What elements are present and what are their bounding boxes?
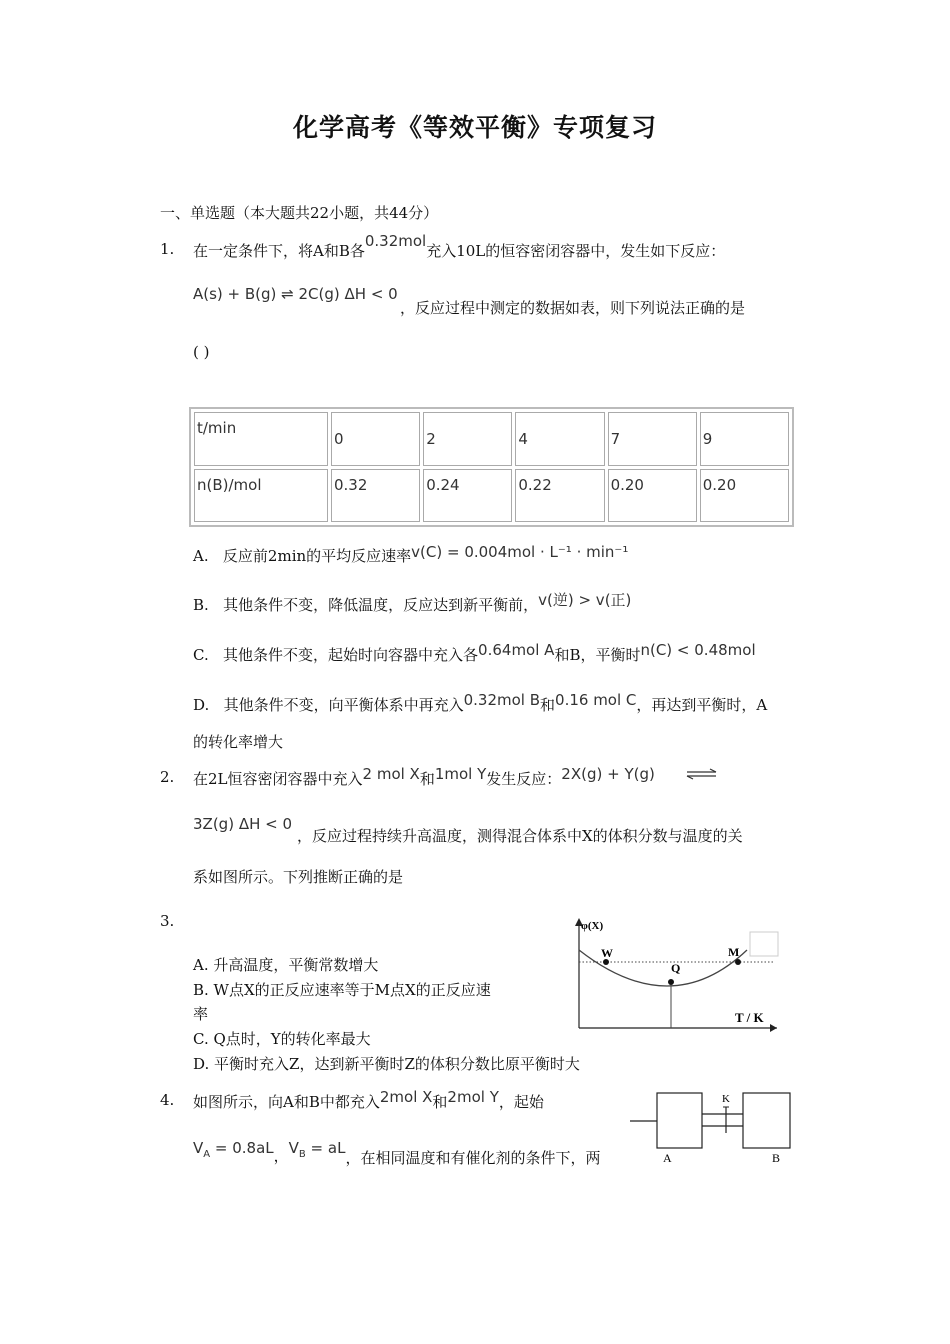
option-text: 其他条件不变，向平衡体系中再充入	[223, 696, 464, 714]
option-label: D.	[193, 696, 210, 714]
page-title: 化学高考《等效平衡》专项复习	[292, 113, 657, 142]
q3-option-b[interactable]: B. W点X的正反应速率等于M点X的正反应速	[193, 981, 491, 999]
label-a: A	[663, 1151, 672, 1165]
option-text: 其他条件不变，降低温度，反应达到新平衡前，	[223, 596, 539, 614]
q2-math: 2 mol X	[362, 765, 420, 783]
option-math: 0.32mol B	[463, 691, 541, 709]
q2-line1	[193, 765, 655, 789]
table-cell: 0.24	[423, 469, 512, 523]
option-text: 和B，平衡时	[554, 646, 641, 664]
table-cell: 0.22	[515, 469, 604, 523]
q1-data-table	[189, 407, 794, 527]
option-math: 0.16 mol C	[555, 691, 637, 709]
q2-text-4: ，反应过程持续升高温度，测得混合体系中X的体积分数与温度的关	[297, 827, 743, 845]
table-cell: 4	[515, 412, 604, 466]
container-a	[657, 1093, 702, 1148]
label-b: B	[772, 1151, 781, 1165]
table-row	[194, 412, 789, 466]
q1-equation: A(s) + B(g) ⇌ 2C(g) ΔH < 0	[193, 285, 398, 303]
option-math: v(C) = 0.004mol · L⁻¹ · min⁻¹	[411, 543, 629, 561]
option-text: 其他条件不变，起始时向容器中充入各	[223, 646, 479, 664]
point-m	[735, 959, 741, 965]
q4-line1	[193, 1088, 544, 1112]
q2-text: 和	[419, 770, 435, 788]
q1-parentheses: ( )	[193, 343, 210, 361]
q1-text-3: ，反应过程中测定的数据如表，则下列说法正确的是	[400, 299, 746, 317]
q4-math: 2mol X	[379, 1088, 433, 1106]
q2-number: 2.	[160, 768, 175, 786]
q3-option-b-cont: 率	[193, 1005, 209, 1023]
q1-math-1: 0.32mol	[364, 232, 427, 250]
q1-number: 1.	[160, 240, 175, 258]
q1-text-2: 充入10L的恒容密闭容器中，发生如下反应：	[426, 242, 726, 260]
q2-text: 在2L恒容密闭容器中充入	[193, 770, 363, 788]
option-label: A.	[193, 547, 209, 565]
point-q	[668, 979, 674, 985]
table-cell: t/min	[194, 412, 328, 466]
section-heading: 一、单选题（本大题共22小题，共44分）	[160, 204, 439, 222]
q4-number: 4.	[160, 1091, 175, 1109]
q3-option-c[interactable]: C. Q点时，Y的转化率最大	[193, 1030, 371, 1048]
option-text: 反应前2min的平均反应速率	[222, 547, 412, 565]
option-math: v(逆) > v(正)	[538, 591, 632, 609]
container-b	[743, 1093, 790, 1148]
q3-number: 3.	[160, 912, 175, 930]
y-axis-label: φ(X)	[581, 920, 604, 932]
q4-comma: ，	[273, 1147, 289, 1165]
q4-vb: $V_B$ = aL	[288, 1139, 346, 1160]
placeholder-box	[750, 932, 778, 956]
q4-container-figure	[630, 1088, 795, 1170]
q2-text-5: 系如图所示。下列推断正确的是	[193, 868, 404, 886]
q2-equation-2: 3Z(g) ΔH < 0	[193, 815, 293, 833]
option-math: n(C) < 0.48mol	[640, 641, 756, 659]
q2-equation-1: 2X(g) + Y(g)	[561, 765, 655, 783]
label-k: K	[722, 1093, 730, 1105]
q4-text: 如图所示，向A和B中都充入	[193, 1093, 380, 1111]
q1-option-a[interactable]	[193, 545, 628, 566]
table-cell: 0.20	[608, 469, 697, 523]
q1-option-d[interactable]	[193, 691, 768, 715]
option-text: 和	[540, 696, 556, 714]
q1-text-1: 在一定条件下，将A和B各	[193, 242, 365, 260]
table-cell: 0.32	[331, 469, 420, 523]
q3-option-d[interactable]: D. 平衡时充入Z，达到新平衡时Z的体积分数比原平衡时大	[193, 1055, 580, 1073]
q4-text: ，在相同温度和有催化剂的条件下，两	[345, 1149, 601, 1167]
equilibrium-arrow-icon	[686, 768, 718, 780]
table-cell: 9	[700, 412, 789, 466]
q2-text: 发生反应：	[486, 770, 562, 788]
label-q: Q	[671, 961, 681, 975]
option-label: B.	[193, 596, 209, 614]
table-cell: 0	[331, 412, 420, 466]
q4-text: 和	[432, 1093, 448, 1111]
q3-option-a[interactable]: A. 升高温度，平衡常数增大	[193, 956, 379, 974]
option-math: 0.64mol A	[478, 641, 555, 659]
label-w: W	[601, 946, 613, 960]
option-text: ，再达到平衡时，A	[636, 696, 768, 714]
q3-graph	[565, 912, 785, 1037]
label-m: M	[728, 945, 740, 959]
q1-option-d-cont: 的转化率增大	[193, 733, 284, 751]
q2-math: 1mol Y	[434, 765, 487, 783]
q4-va: $V_A = 0.8aL$	[193, 1139, 274, 1160]
q4-line2	[193, 1137, 601, 1167]
q4-math: 2mol Y	[447, 1088, 499, 1106]
table-row	[194, 469, 789, 523]
x-axis-label: T / K	[735, 1010, 764, 1025]
q1-option-b[interactable]	[193, 591, 632, 615]
q1-option-c[interactable]	[193, 641, 756, 665]
option-label: C.	[193, 646, 209, 664]
table-cell: 0.20	[700, 469, 789, 523]
q4-text: ，起始	[498, 1093, 544, 1111]
q1-line1	[193, 232, 726, 261]
table-cell: 2	[423, 412, 512, 466]
table-cell: n(B)/mol	[194, 469, 328, 523]
table-cell: 7	[608, 412, 697, 466]
